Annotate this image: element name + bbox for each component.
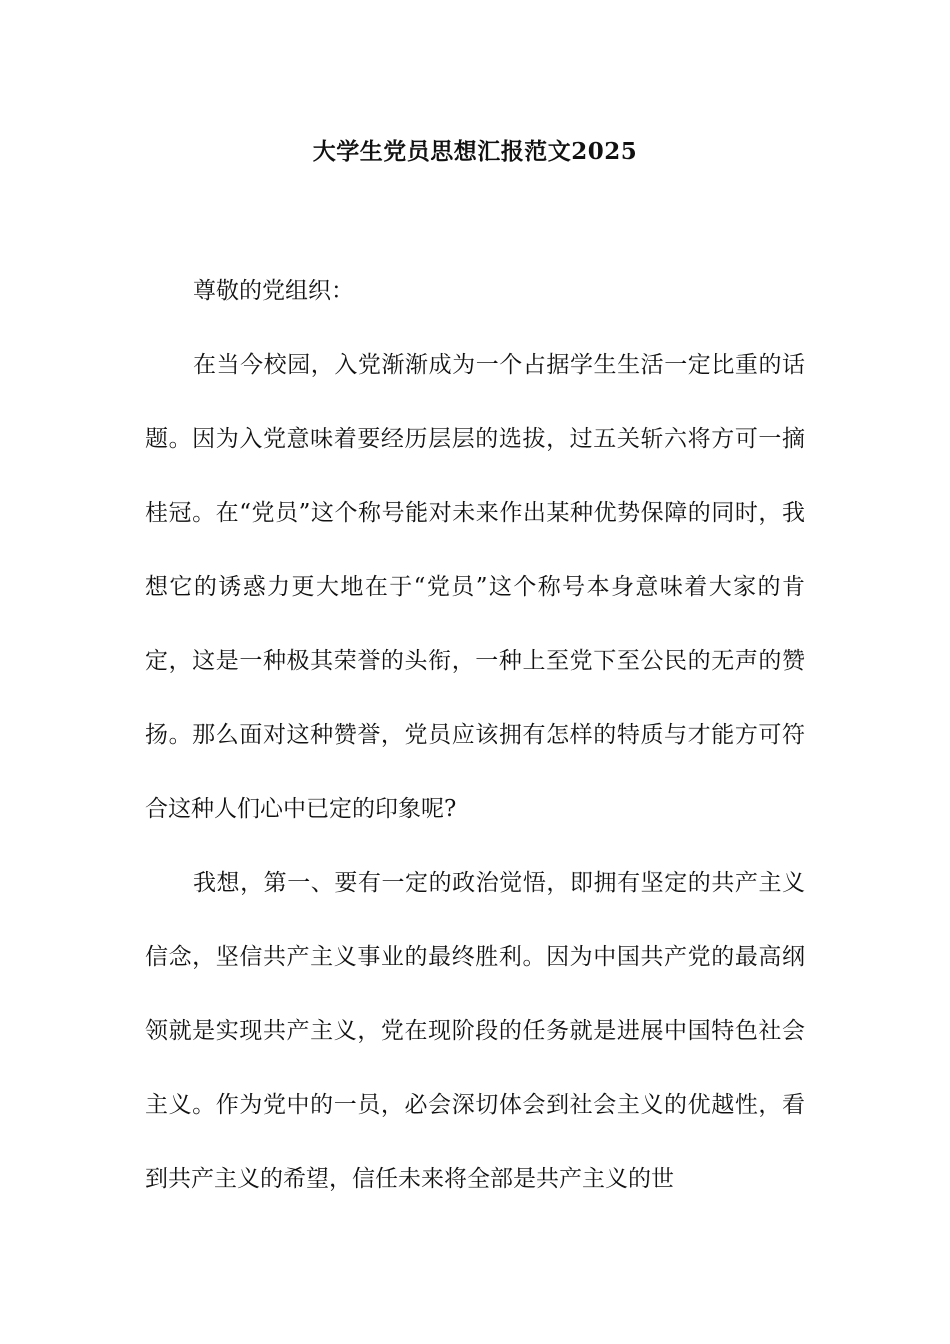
- paragraph: 我想，第一、要有一定的政治觉悟，即拥有坚定的共产主义信念，坚信共产主义事业的最终胜利。因为中国共产党的最高纲领就是实现共产主义，党在现阶段的任务就是进展中国特色社会主义。作为党中的一员，必会深切体会到社会主义的优越性，看到共产主义的希望，信任未来将全部是共产主义的世: [145, 870, 805, 1192]
- paragraph: 在当今校园，入党渐渐成为一个占据学生生活一定比重的话题。因为入党意味着要经历层层的选拔，过五关斩六将方可一摘桂冠。在“党员”这个称号能对未来作出某种优势保障的同时，我想它的诱惑力更大地在于“党员”这个称号本身意味着大家的肯定，这是一种极其荣誉的头衔，一种上至党下至公民的无声的赞扬。那么面对这种赞誉，党员应该拥有怎样的特质与才能方可符合这种人们心中已定的印象呢?: [145, 352, 805, 822]
- document-body: [145, 254, 805, 1216]
- document-title: 大学生党员思想汇报范文2025: [312, 138, 638, 165]
- salutation: 尊敬的党组织：: [193, 278, 354, 304]
